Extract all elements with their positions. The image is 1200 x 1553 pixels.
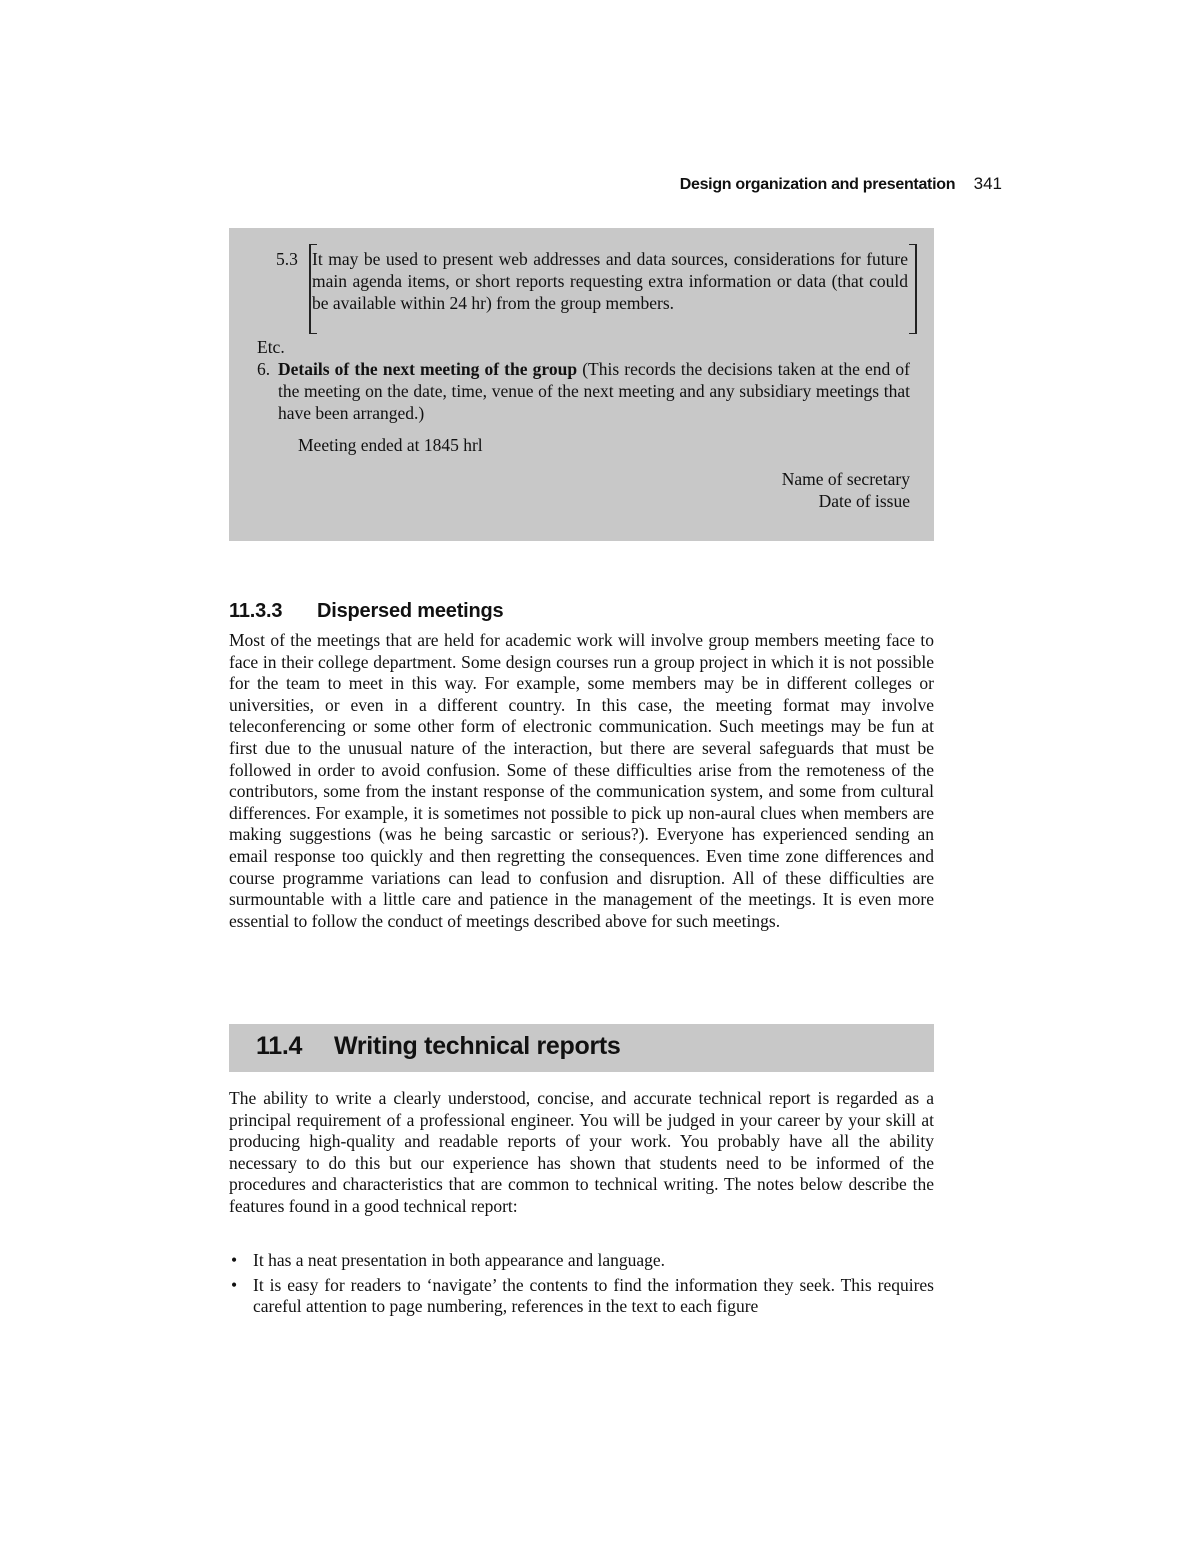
bullet-icon: • <box>231 1274 238 1295</box>
right-bracket <box>909 244 917 334</box>
item-6-description: (This records the decisions taken at the end of the meeting on the date, time, venue of the next meeting and any subsidiary meetings that have been arranged.) <box>278 359 911 423</box>
etc-label: Etc. <box>257 337 285 357</box>
meeting-ended-line: Meeting ended at 1845 hrl <box>298 435 483 455</box>
list-item <box>229 1275 934 1318</box>
bullet-text: It has a neat presentation in both appearance and language. <box>253 1250 666 1270</box>
running-title: Design organization and presentation <box>679 176 956 193</box>
item-5-3-text: It may be used to present web addresses and data sources, considerations for future main agenda items, or short reports requesting extra information or data (that could be available within 24 hr) from the group members. <box>312 249 908 313</box>
section-number: 11.4 <box>256 1032 303 1060</box>
subsection-heading <box>229 600 503 623</box>
item-6-number: 6. <box>257 359 271 379</box>
item-6-bold-lead: Details of the next meeting of the group <box>278 359 578 379</box>
item-5-3-number: 5.3 <box>276 249 298 269</box>
secretary-name: Name of secretary <box>781 469 910 489</box>
item-6-text <box>278 358 910 424</box>
running-header <box>600 174 1002 194</box>
subsection-number: 11.3.3 <box>229 600 283 622</box>
page-number: 341 <box>973 174 1002 193</box>
dispersed-meetings-paragraph: Most of the meetings that are held for academic work will involve group members meeting face to face in their college department. Some design courses run a group project in which it is not possible for the team to meet in this way. For example, some members may be in different colleges or universities, or even in a different country. In this case, the meeting format may involve teleconferencing or some other form of electronic communication. Such meetings may be fun at first due to the unusual nature of the interaction, but there are several safeguards that must be followed in order to avoid confusion. Some of these difficulties arise from the remoteness of the contributors, some from the instant response of the communication system, and some from cultural differences. For example, it is sometimes not possible to pick up non-aural clues when members are making suggestions (was he being sarcastic or serious?). Everyone has experienced sending an email response too quickly and then regretting the consequences. Even time zone differences and course programme variations can lead to confusion and disruption. All of these difficulties are surmountable with a little care and patience in the management of the meetings. It is even more essential to follow the conduct of meetings described above for such meetings. <box>229 630 934 931</box>
subsection-title: Dispersed meetings <box>317 600 504 622</box>
section-heading <box>256 1032 621 1061</box>
list-item <box>229 1250 934 1272</box>
section-title: Writing technical reports <box>334 1032 621 1060</box>
features-bullet-list <box>229 1250 934 1321</box>
technical-reports-paragraph: The ability to write a clearly understood, concise, and accurate technical report is regarded as a principal requirement of a professional engineer. You will be judged in your career by your skill at producing high-quality and readable reports of your work. You probably have all the ability necessary to do this but our experience has shown that students need to be informed of the procedures and characteristics that are common to technical writing. The notes below describe the features found in a good technical report: <box>229 1088 934 1216</box>
bullet-icon: • <box>231 1250 238 1270</box>
date-of-issue: Date of issue <box>818 491 910 511</box>
bullet-text: It is easy for readers to ‘navigate’ the contents to find the information they seek. This requires careful attention to page numbering, references in the text to each figure <box>253 1274 934 1317</box>
signoff-block <box>600 468 910 512</box>
